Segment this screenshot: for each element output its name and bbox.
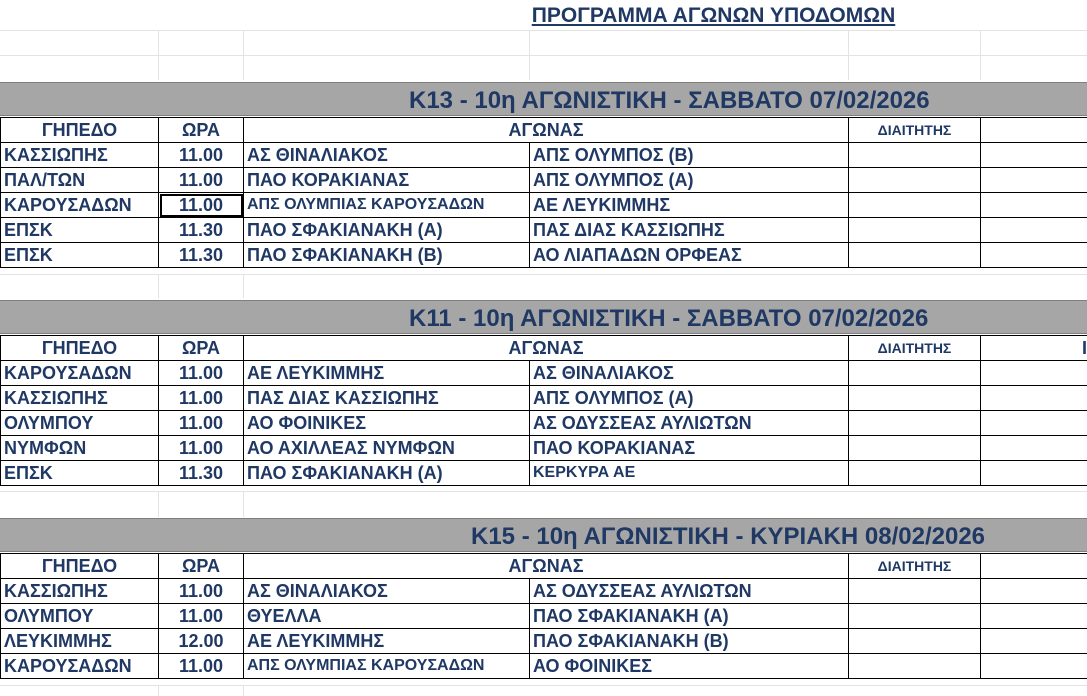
table-header-row	[1, 336, 1087, 361]
table-row	[1, 386, 1087, 411]
gridline	[158, 491, 159, 517]
table-row	[1, 193, 1087, 218]
venue-cell[interactable]: ΛΕΥΚΙΜΜΗΣ	[1, 629, 159, 654]
gridline	[243, 274, 244, 298]
gridline	[0, 30, 1087, 31]
empty-cell[interactable]	[981, 386, 1087, 411]
referee-cell[interactable]	[849, 386, 981, 411]
page-title: ΠΡΟΓΡΑΜΜΑ ΑΓΩΝΩΝ ΥΠΟΔΟΜΩΝ	[531, 4, 896, 27]
referee-cell[interactable]	[849, 629, 981, 654]
away-team-cell[interactable]: ΑΟ ΦΟΙΝΙΚΕΣ	[530, 654, 849, 679]
header-venue: ΓΗΠΕΔΟ	[1, 336, 159, 361]
referee-cell[interactable]	[849, 143, 981, 168]
table-row	[1, 461, 1087, 486]
referee-cell[interactable]	[849, 461, 981, 486]
header-venue: ΓΗΠΕΔΟ	[1, 118, 159, 143]
home-team-cell[interactable]: ΠΑΟ ΣΦΑΚΙΑΝΑΚΗ (Β)	[244, 243, 530, 268]
empty-cell[interactable]	[981, 461, 1087, 486]
referee-cell[interactable]	[849, 411, 981, 436]
time-cell[interactable]: 11.00	[159, 654, 244, 679]
time-cell[interactable]: 11.00	[159, 579, 244, 604]
home-team-cell[interactable]: ΑΕ ΛΕΥΚΙΜΜΗΣ	[244, 629, 530, 654]
section-title: Κ11 - 10η ΑΓΩΝΙΣΤΙΚΗ - ΣΑΒΒΑΤΟ 07/02/2026	[409, 305, 929, 332]
time-cell[interactable]: 11.00	[159, 436, 244, 461]
gridline	[0, 55, 1087, 56]
referee-cell[interactable]	[849, 436, 981, 461]
venue-cell[interactable]: ΟΛΥΜΠΟΥ	[1, 604, 159, 629]
away-team-cell[interactable]: ΑΣ ΟΔΥΣΣΕΑΣ ΑΥΛΙΩΤΩΝ	[530, 411, 849, 436]
section-banner	[0, 82, 1087, 116]
home-team-cell[interactable]: ΠΑΟ ΚΟΡΑΚΙΑΝΑΣ	[244, 168, 530, 193]
away-team-cell[interactable]: ΚΕΡΚΥΡΑ ΑΕ	[530, 461, 849, 486]
table-row	[1, 243, 1087, 268]
away-team-cell[interactable]: ΠΑΟ ΚΟΡΑΚΙΑΝΑΣ	[530, 436, 849, 461]
home-team-cell[interactable]: ΑΕ ΛΕΥΚΙΜΜΗΣ	[244, 361, 530, 386]
empty-cell[interactable]	[981, 193, 1087, 218]
empty-cell[interactable]	[981, 436, 1087, 461]
time-cell[interactable]: 11.00	[159, 411, 244, 436]
time-cell[interactable]: 11.00	[159, 604, 244, 629]
section-banner	[0, 300, 1087, 334]
home-team-cell[interactable]: ΑΣ ΘΙΝΑΛΙΑΚΟΣ	[244, 143, 530, 168]
fixtures-table	[0, 117, 1087, 268]
home-team-cell[interactable]: ΠΑΟ ΣΦΑΚΙΑΝΑΚΗ (Α)	[244, 461, 530, 486]
home-team-cell[interactable]: ΑΣ ΘΙΝΑΛΙΑΚΟΣ	[244, 579, 530, 604]
section-banner	[0, 518, 1087, 552]
venue-cell[interactable]: ΚΑΣΣΙΩΠΗΣ	[1, 143, 159, 168]
header-time: ΩΡΑ	[159, 336, 244, 361]
home-team-cell[interactable]: ΑΠΣ ΟΛΥΜΠΙΑΣ ΚΑΡΟΥΣΑΔΩΝ	[244, 193, 530, 218]
header-referee: ΔΙΑΙΤΗΤΗΣ	[849, 554, 981, 579]
home-team-cell[interactable]: ΑΟ ΑΧΙΛΛΕΑΣ ΝΥΜΦΩΝ	[244, 436, 530, 461]
away-team-cell[interactable]: ΑΠΣ ΟΛΥΜΠΟΣ (Β)	[530, 143, 849, 168]
referee-cell[interactable]	[849, 604, 981, 629]
gridline	[158, 685, 159, 696]
header-referee: ΔΙΑΙΤΗΤΗΣ	[849, 118, 981, 143]
gridline	[0, 491, 1087, 492]
header-match: ΑΓΩΝΑΣ	[244, 118, 849, 143]
venue-cell[interactable]: ΚΑΡΟΥΣΑΔΩΝ	[1, 193, 159, 218]
home-team-cell[interactable]: ΘΥΕΛΛΑ	[244, 604, 530, 629]
empty-cell[interactable]	[981, 218, 1087, 243]
empty-cell[interactable]	[981, 604, 1087, 629]
header-time: ΩΡΑ	[159, 118, 244, 143]
empty-cell[interactable]	[981, 579, 1087, 604]
gridline	[158, 274, 159, 298]
referee-cell[interactable]	[849, 193, 981, 218]
header-venue: ΓΗΠΕΔΟ	[1, 554, 159, 579]
time-cell[interactable]: 11.30	[159, 461, 244, 486]
gridline	[243, 30, 244, 80]
venue-cell[interactable]: ΕΠΣΚ	[1, 461, 159, 486]
header-match: ΑΓΩΝΑΣ	[244, 554, 849, 579]
time-cell[interactable]: 12.00	[159, 629, 244, 654]
home-team-cell[interactable]: ΠΑΟ ΣΦΑΚΙΑΝΑΚΗ (Α)	[244, 218, 530, 243]
empty-cell[interactable]	[981, 361, 1087, 386]
gridline	[243, 685, 244, 696]
time-cell[interactable]: 11.00	[159, 361, 244, 386]
time-cell[interactable]: 11.30	[159, 218, 244, 243]
referee-cell[interactable]	[849, 579, 981, 604]
referee-cell[interactable]	[849, 361, 981, 386]
table-header-row	[1, 554, 1087, 579]
fixtures-table	[0, 335, 1087, 486]
venue-cell[interactable]: ΕΠΣΚ	[1, 218, 159, 243]
table-row	[1, 168, 1087, 193]
gridline	[529, 30, 530, 80]
referee-cell[interactable]	[849, 243, 981, 268]
venue-cell[interactable]: ΝΥΜΦΩΝ	[1, 436, 159, 461]
table-row	[1, 218, 1087, 243]
away-team-cell[interactable]: ΑΠΣ ΟΛΥΜΠΟΣ (Α)	[530, 386, 849, 411]
table-row	[1, 143, 1087, 168]
gridline	[0, 274, 1087, 275]
venue-cell[interactable]: ΕΠΣΚ	[1, 243, 159, 268]
header-empty	[981, 554, 1087, 579]
header-time: ΩΡΑ	[159, 554, 244, 579]
gridline	[243, 491, 244, 517]
away-team-cell[interactable]: ΑΟ ΛΙΑΠΑΔΩΝ ΟΡΦΕΑΣ	[530, 243, 849, 268]
venue-cell[interactable]: ΚΑΡΟΥΣΑΔΩΝ	[1, 361, 159, 386]
section-title: Κ13 - 10η ΑΓΩΝΙΣΤΙΚΗ - ΣΑΒΒΑΤΟ 07/02/2026	[409, 87, 930, 114]
empty-cell[interactable]	[981, 654, 1087, 679]
away-team-cell[interactable]: ΑΕ ΛΕΥΚΙΜΜΗΣ	[530, 193, 849, 218]
table-row	[1, 629, 1087, 654]
empty-cell[interactable]	[981, 168, 1087, 193]
gridline	[158, 30, 159, 80]
away-team-cell[interactable]: ΠΑΣ ΔΙΑΣ ΚΑΣΣΙΩΠΗΣ	[530, 218, 849, 243]
empty-cell[interactable]	[981, 243, 1087, 268]
home-team-cell[interactable]: ΑΟ ΦΟΙΝΙΚΕΣ	[244, 411, 530, 436]
home-team-cell[interactable]: ΑΠΣ ΟΛΥΜΠΙΑΣ ΚΑΡΟΥΣΑΔΩΝ	[244, 654, 530, 679]
time-cell[interactable]: 11.00	[159, 143, 244, 168]
fixtures-table	[0, 553, 1087, 679]
away-team-cell[interactable]: ΠΑΟ ΣΦΑΚΙΑΝΑΚΗ (Α)	[530, 604, 849, 629]
empty-cell[interactable]	[981, 143, 1087, 168]
venue-cell[interactable]: ΚΑΡΟΥΣΑΔΩΝ	[1, 654, 159, 679]
header-referee: ΔΙΑΙΤΗΤΗΣ	[849, 336, 981, 361]
venue-cell[interactable]: ΚΑΣΣΙΩΠΗΣ	[1, 386, 159, 411]
referee-cell[interactable]	[849, 168, 981, 193]
empty-cell[interactable]	[981, 629, 1087, 654]
table-row	[1, 579, 1087, 604]
table-row	[1, 654, 1087, 679]
table-row	[1, 604, 1087, 629]
header-empty	[981, 118, 1087, 143]
venue-cell[interactable]: ΟΛΥΜΠΟΥ	[1, 411, 159, 436]
gridline	[848, 30, 849, 80]
away-team-cell[interactable]: ΑΣ ΘΙΝΑΛΙΑΚΟΣ	[530, 361, 849, 386]
gridline	[0, 685, 1087, 686]
away-team-cell[interactable]: ΑΠΣ ΟΛΥΜΠΟΣ (Α)	[530, 168, 849, 193]
referee-cell[interactable]	[849, 654, 981, 679]
away-team-cell[interactable]: ΠΑΟ ΣΦΑΚΙΑΝΑΚΗ (Β)	[530, 629, 849, 654]
section-title: Κ15 - 10η ΑΓΩΝΙΣΤΙΚΗ - ΚΥΡΙΑΚΗ 08/02/2026	[471, 523, 986, 550]
table-row	[1, 411, 1087, 436]
empty-cell[interactable]	[981, 411, 1087, 436]
time-cell[interactable]: 11.30	[159, 243, 244, 268]
time-cell-selected[interactable]: 11.00	[159, 193, 244, 218]
time-cell[interactable]: 11.00	[159, 386, 244, 411]
away-team-cell[interactable]: ΑΣ ΟΔΥΣΣΕΑΣ ΑΥΛΙΩΤΩΝ	[530, 579, 849, 604]
time-cell[interactable]: 11.00	[159, 168, 244, 193]
table-header-row	[1, 118, 1087, 143]
table-row	[1, 436, 1087, 461]
venue-cell[interactable]: ΠΑΛ/ΤΩΝ	[1, 168, 159, 193]
referee-cell[interactable]	[849, 218, 981, 243]
gridline	[980, 30, 981, 80]
header-match: ΑΓΩΝΑΣ	[244, 336, 849, 361]
header-extra: Ι	[981, 336, 1087, 361]
table-row	[1, 361, 1087, 386]
home-team-cell[interactable]: ΠΑΣ ΔΙΑΣ ΚΑΣΣΙΩΠΗΣ	[244, 386, 530, 411]
venue-cell[interactable]: ΚΑΣΣΙΩΠΗΣ	[1, 579, 159, 604]
